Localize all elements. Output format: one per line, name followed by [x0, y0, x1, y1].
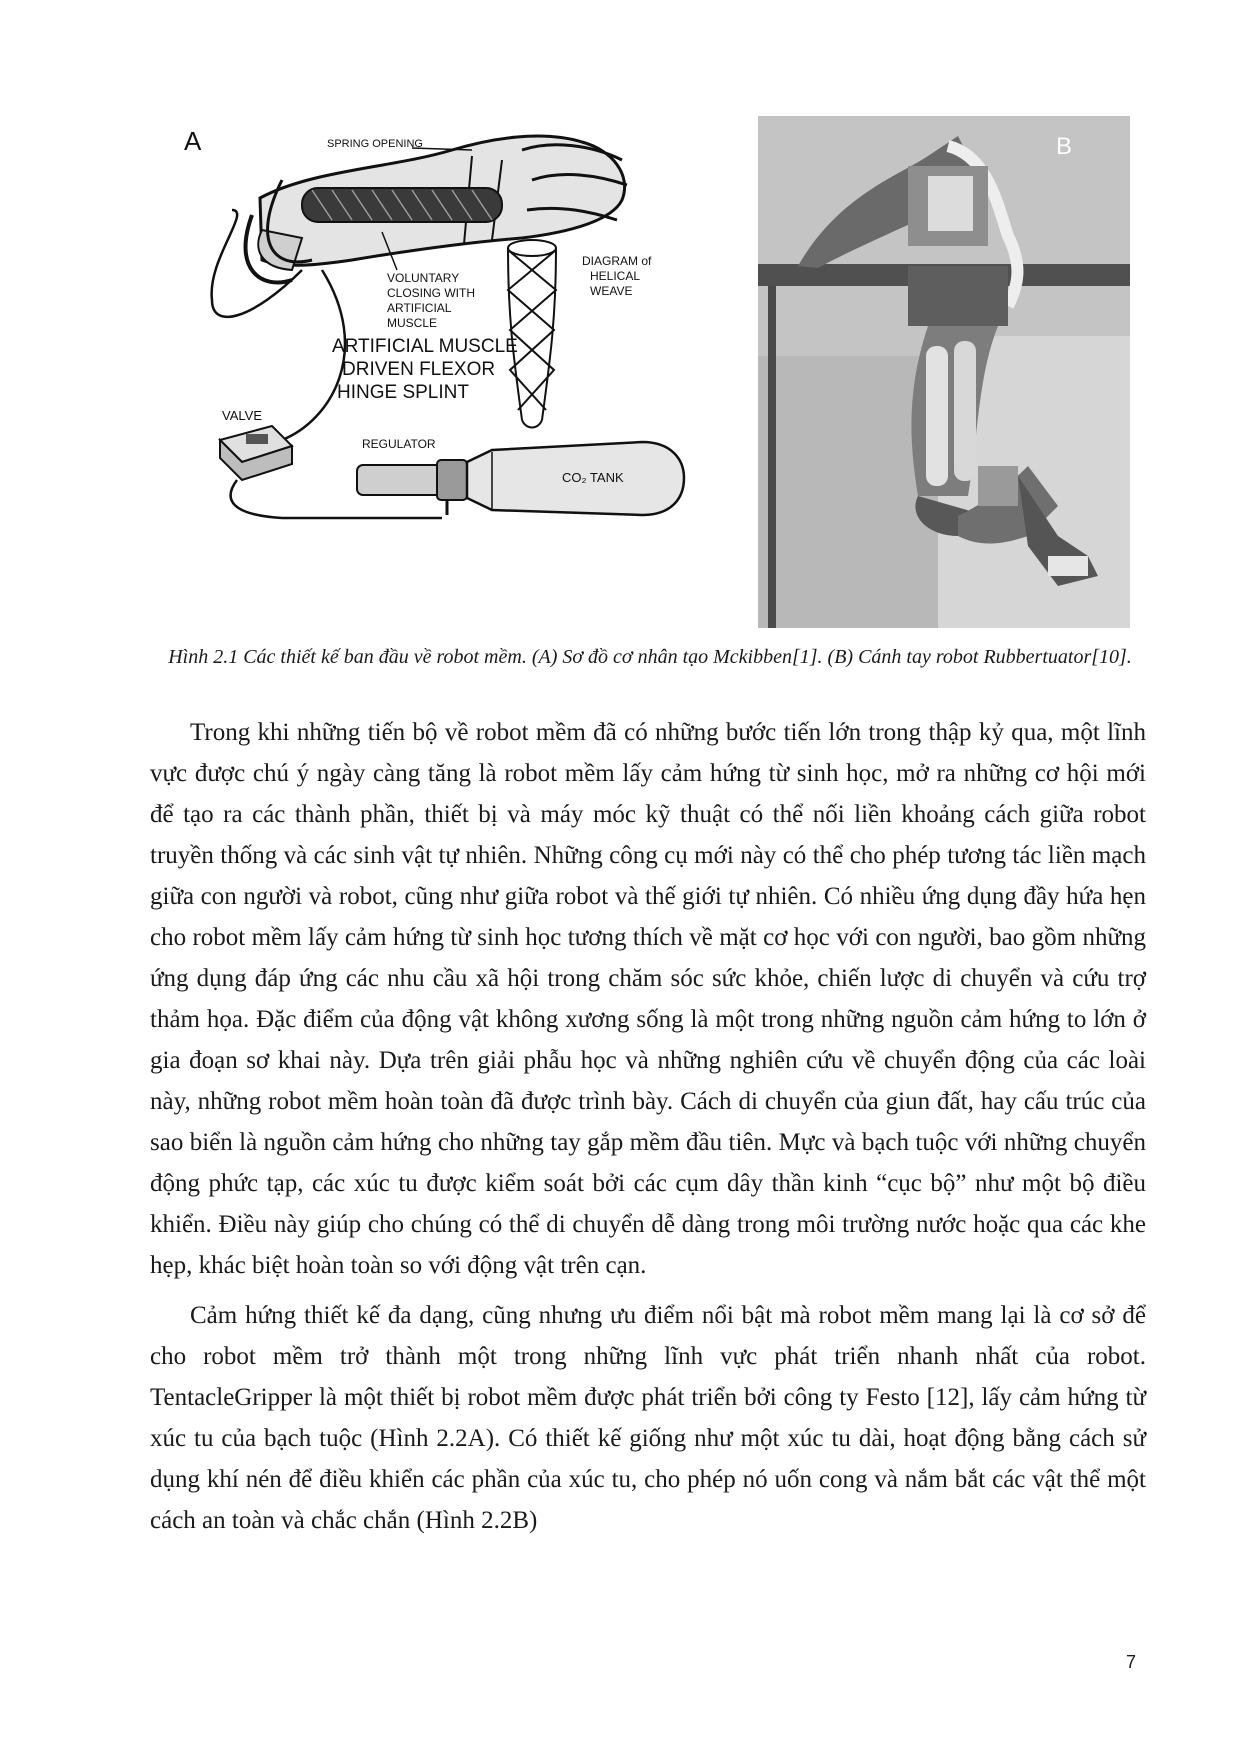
paragraph-1: Trong khi những tiến bộ về robot mềm đã có những bước tiến lớn trong thập kỷ qua, một lĩnh vực được chú ý ngày càng tăng là robot mềm lấy cảm hứng từ sinh học, mở ra những cơ hội mới để tạo ra các thành phần, thiết bị và máy móc kỹ thuật có thể nối liền khoảng cách giữa robot truyền thống và các sinh vật tự nhiên. Những công cụ mới này có thể cho phép tương tác liền mạch giữa con người và robot, cũng như giữa robot và thế giới tự nhiên. Có nhiều ứng dụng đầy hứa hẹn cho robot mềm lấy cảm hứng từ sinh học tương thích về mặt cơ học với con người, bao gồm những ứng dụng đáp ứng các nhu cầu xã hội trong chăm sóc sức khỏe, chiến lược di chuyển và cứu trợ thảm họa. Đặc điểm của động vật không xương sống là một trong những nguồn cảm hứng to lớn ở gia đoạn sơ khai này. Dựa trên giải phẫu học và những nghiên cứu về chuyển động của các loài này, những robot mềm hoàn toàn đã được trình bày. Cách di chuyển của giun đất, hay cấu trúc của sao biển là nguồn cảm hứng cho những tay gắp mềm đầu tiên. Mực và bạch tuộc với những chuyển động phức tạp, các xúc tu được kiểm soát bởi các cụm dây thần kinh “cục bộ” như một bộ điều khiển. Điều này giúp cho chúng có thể di chuyển dễ dàng trong môi trường nước hoặc qua các khe hẹp, khác biệt hoàn toàn so với động vật trên cạn.	[150, 719, 1146, 1279]
helical-weave-diagram	[508, 240, 556, 428]
label-diagram-2: HELICAL	[590, 269, 641, 283]
label-voluntary-3: ARTIFICIAL	[387, 301, 452, 315]
mckibben-splint-illustration	[184, 120, 692, 620]
panel-a-mckibben-diagram	[184, 120, 692, 620]
valve-illustration	[220, 426, 292, 480]
figure-2-1	[0, 108, 1240, 628]
panel-a-letter: A	[184, 126, 202, 156]
label-diagram-3: WEAVE	[590, 284, 633, 298]
label-co2-tank: CO₂ TANK	[562, 470, 624, 485]
label-voluntary-2: CLOSING WITH	[387, 286, 476, 300]
label-title-2: DRIVEN FLEXOR	[342, 359, 496, 380]
label-title-3: HINGE SPLINT	[337, 382, 469, 403]
panel-b-rubbertuator-photo	[758, 116, 1130, 628]
paragraph-2: Cảm hứng thiết kế đa dạng, cũng nhưng ưu điểm nổi bật mà robot mềm mang lại là cơ sở để cho robot mềm trở thành một trong những lĩnh vực phát triển nhanh nhất của robot. TentacleGripper là một thiết bị robot mềm được phát triển bởi công ty Festo [12], lấy cảm hứng từ xúc tu của bạch tuộc (Hình 2.2A). Có thiết kế giống như một xúc tu dài, hoạt động bằng cách sử dụng khí nén để điều khiển các phần của xúc tu, cho phép nó uốn cong và nắm bắt các vật thể một cách an toàn và chắc chắn (Hình 2.2B)	[150, 1302, 1146, 1534]
label-voluntary-4: MUSCLE	[387, 316, 438, 330]
label-spring-opening: SPRING OPENING	[327, 138, 423, 150]
page-number: 7	[1126, 1652, 1137, 1672]
panel-b-letter: B	[1056, 133, 1073, 160]
regulator-illustration	[357, 460, 467, 515]
label-title-1: ARTIFICIAL MUSCLE	[332, 336, 518, 357]
label-regulator: REGULATOR	[362, 437, 436, 451]
label-voluntary-1: VOLUNTARY	[387, 271, 460, 285]
body-text	[150, 712, 1146, 1550]
rubbertuator-arm-photo	[758, 116, 1130, 628]
label-diagram-1: DIAGRAM of	[582, 254, 652, 268]
figure-caption: Hình 2.1 Các thiết kế ban đầu về robot mềm. (A) Sơ đồ cơ nhân tạo Mckibben[1]. (B) Cánh tay robot Rubbertuator[10].	[168, 646, 1132, 668]
label-valve: VALVE	[222, 408, 262, 423]
